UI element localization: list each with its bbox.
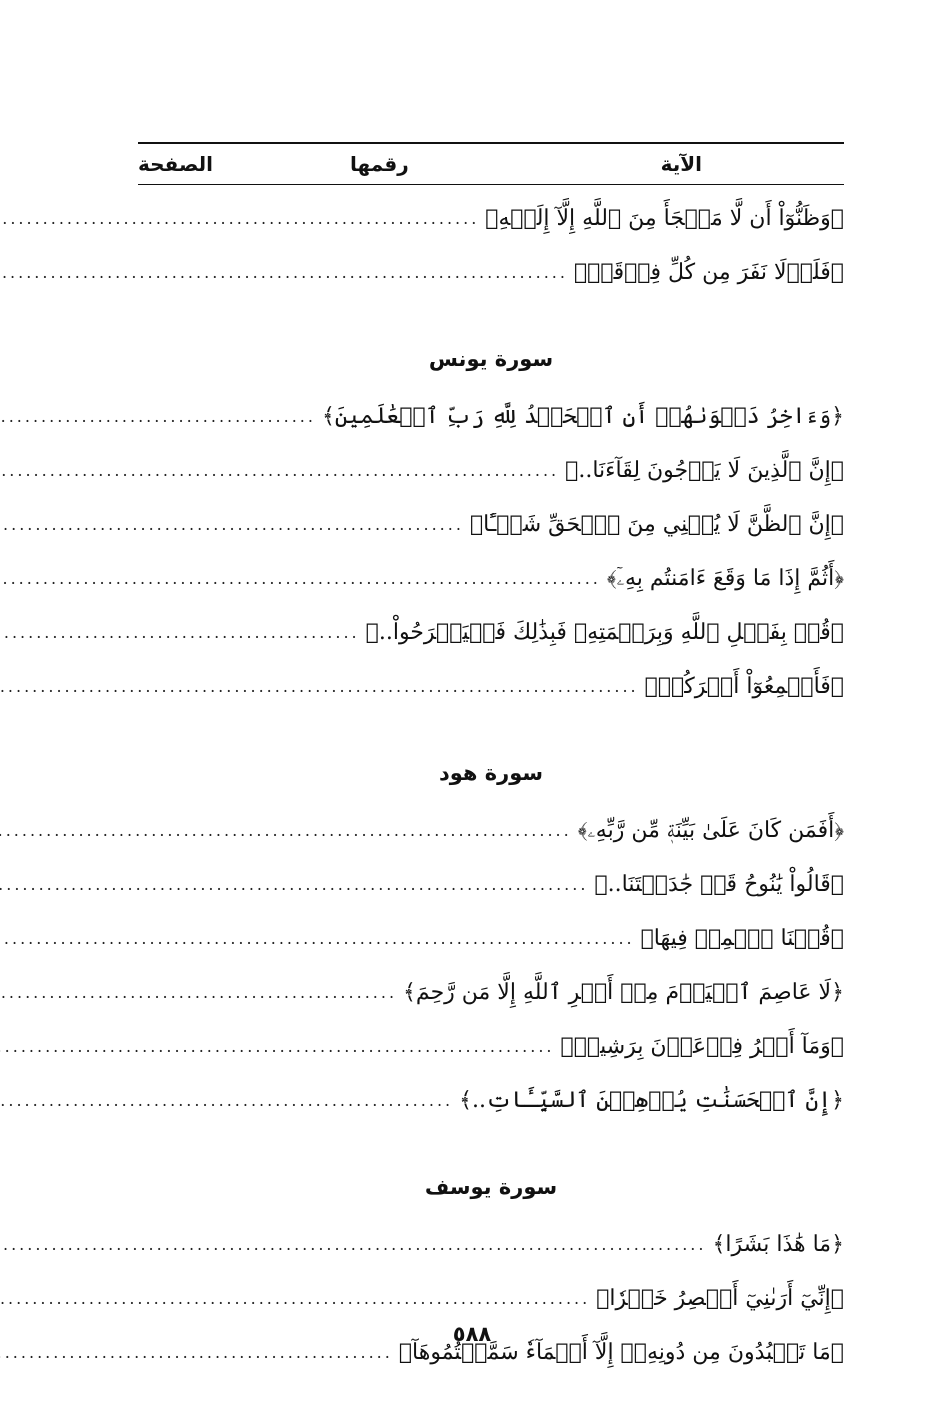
table-row: [138, 803, 844, 857]
table-row: [138, 245, 844, 299]
table-row: [138, 659, 844, 713]
verse-text: ﴿فَأَجۡمِعُوٓاْ أَمۡرَكُمۡ﴾: [644, 673, 844, 699]
verse-text: ﴿إِنَّ ٱلَّذِينَ لَا يَرۡجُونَ لِقَآءَنَا..﴾: [565, 457, 844, 483]
dot-leader: [0, 407, 322, 426]
table-row: [138, 965, 844, 1019]
table-row: [138, 443, 844, 497]
surah-title: سورة يوسف: [424, 1175, 558, 1199]
verse-text: ﴿مَا هَٰذَا بَشَرًا﴾: [712, 1231, 844, 1257]
verse-text: ﴿قُلۡ بِفَضۡلِ ٱللَّهِ وَبِرَحۡمَتِهِۦ فَبِذَٰلِكَ فَلۡيَفۡرَحُواْ..﴾: [365, 619, 844, 645]
table-row: [138, 191, 844, 245]
dot-leader: [0, 929, 641, 948]
dot-leader: [0, 983, 403, 1002]
header-number: رقمها: [350, 152, 409, 176]
dot-leader: [0, 1037, 561, 1056]
verse-text: ﴿وَظَنُّوٓاْ أَن لَّا مَلۡجَأَ مِنَ ٱللَّهِ إِلَّآ إِلَيۡهِ﴾: [485, 205, 844, 231]
header-verse: الآية: [660, 152, 702, 176]
verse-text: ﴿وَءَاخِرُ دَعۡوَىٰهُمۡ أَنِ ٱلۡحَمۡدُ لِلَّهِ رَبِّ ٱلۡعَٰلَمِينَ﴾: [321, 403, 844, 429]
verse-text: ﴿قُلۡنَا ٱحۡمِلۡ فِيهَا﴾: [640, 925, 844, 951]
table-row: [138, 497, 844, 551]
surah-section: [138, 1167, 844, 1379]
verse-text: ﴿إِنَّ ٱلۡحَسَنَٰتِ يُذۡهِبۡنَ ٱلسَّيِّـَٔاتِ..﴾: [459, 1087, 844, 1113]
table-row: [138, 1073, 844, 1127]
table-header: [138, 144, 844, 185]
verse-text: ﴿مَا تَعۡبُدُونَ مِن دُونِهِۦٓ إِلَّآ أَسۡمَآءٗ سَمَّيۡتُمُوهَآ﴾: [398, 1339, 844, 1365]
dot-leader: [0, 209, 485, 228]
dot-leader: [0, 1289, 596, 1308]
dot-leader: [0, 569, 607, 588]
verse-text: ﴿إِنِّيٓ أَرَىٰنِيٓ أَعۡصِرُ خَمۡرٗا﴾: [596, 1285, 844, 1311]
surah-title: سورة هود: [438, 761, 544, 785]
table-row: [138, 551, 844, 605]
verse-text: ﴿أَفَمَن كَانَ عَلَىٰ بَيِّنَةٖ مِّن رَّبِّهِۦ﴾: [577, 817, 844, 843]
verse-text: ﴿وَمَآ أَمۡرُ فِرۡعَوۡنَ بِرَشِيدٖ﴾: [560, 1033, 844, 1059]
verse-text: ﴿أَثُمَّ إِذَا مَا وَقَعَ ءَامَنتُم بِهِۦٓ﴾: [606, 565, 844, 591]
index-page: [138, 142, 844, 1379]
header-page: الصفحة: [138, 152, 214, 176]
table-row: [138, 1019, 844, 1073]
dot-leader: [0, 821, 578, 840]
dot-leader: [0, 1091, 459, 1110]
page-number: ٥٨٨: [452, 1322, 492, 1346]
surah-title: سورة يونس: [428, 347, 554, 371]
dot-leader: [0, 263, 574, 282]
verse-text: ﴿إِنَّ ٱلظَّنَّ لَا يُغۡنِي مِنَ ٱلۡحَقِّ شَيۡـًٔا﴾: [469, 511, 844, 537]
verse-text: ﴿فَلَوۡلَا نَفَرَ مِن كُلِّ فِرۡقَةٖ﴾: [573, 259, 844, 285]
table-row: [138, 1271, 844, 1325]
dot-leader: [0, 461, 565, 480]
table-row: [138, 911, 844, 965]
verse-text: ﴿قَالُواْ يَٰنُوحُ قَدۡ جَٰدَلۡتَنَا..﴾: [594, 871, 844, 897]
dot-leader: [0, 515, 470, 534]
dot-leader: [0, 875, 594, 894]
dot-leader: [0, 623, 366, 642]
surah-section: [138, 753, 844, 1127]
table-row: [138, 389, 844, 443]
verse-text: ﴿لَا عَاصِمَ ٱلۡيَوۡمَ مِنۡ أَمۡرِ ٱللَّهِ إِلَّا مَن رَّحِمَ﴾: [403, 979, 844, 1005]
dot-leader: [0, 677, 645, 696]
table-row: [138, 857, 844, 911]
table-row: [138, 605, 844, 659]
dot-leader: [0, 1235, 712, 1254]
surah-section: [138, 339, 844, 713]
table-row: [138, 1217, 844, 1271]
top-rows: [138, 191, 844, 299]
